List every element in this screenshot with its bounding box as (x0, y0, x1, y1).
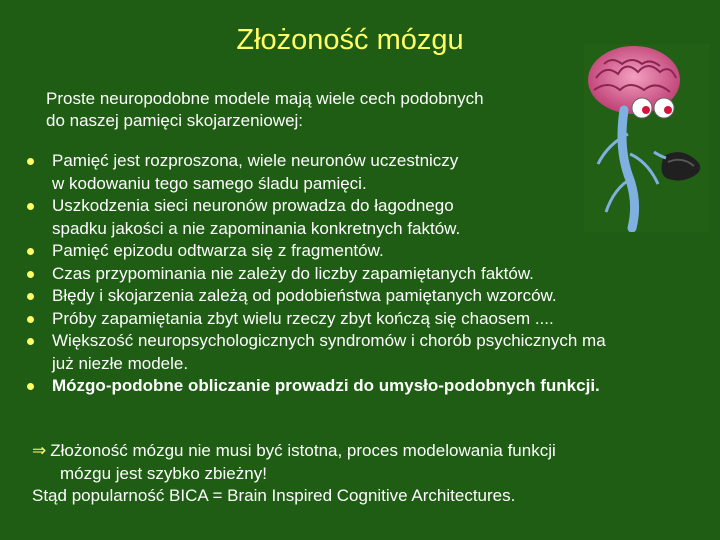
list-item (24, 375, 714, 398)
bullet-line: spadku jakości a nie zapominania konkretnych faktów. (52, 218, 461, 238)
conclusion-line (32, 440, 692, 463)
list-item (24, 285, 714, 308)
bullet-icon (27, 338, 34, 345)
bullet-icon (27, 271, 34, 278)
bullet-icon (27, 293, 34, 300)
cartoon-brain-icon (584, 44, 710, 232)
list-item (24, 330, 714, 375)
bullet-line: Błędy i skojarzenia zależą od podobieństwa pamiętanych wzorców. (52, 286, 557, 305)
bullet-line: Uszkodzenia sieci neuronów prowadza do łagodnego (52, 196, 454, 215)
bullet-line: Próby zapamiętania zbyt wielu rzeczy zbyt kończą się chaosem .... (52, 308, 554, 328)
intro-line: do naszej pamięci skojarzeniowej: (46, 111, 304, 130)
bullet-icon (27, 158, 34, 165)
list-item (24, 240, 714, 263)
slide-title: Złożoność mózgu (236, 24, 464, 56)
list-item (24, 263, 714, 286)
list-item (24, 308, 714, 331)
bullet-line: Mózgo-podobne obliczanie prowadzi do umysło-podobnych funkcji. (52, 376, 600, 395)
conclusion-text (32, 440, 692, 508)
conclusion-line: Stąd popularność BICA = Brain Inspired Cognitive Architectures. (32, 486, 516, 505)
bullet-line: Większość neuropsychologicznych syndromów i chorób psychicznych ma (52, 331, 606, 350)
bullet-line: już niezłe modele. (52, 353, 189, 373)
bullet-line: w kodowaniu tego samego śladu pamięci. (52, 173, 367, 193)
bullet-line: Pamięć epizodu odtwarza się z fragmentów. (52, 241, 384, 260)
bullet-icon (27, 383, 34, 390)
bullet-line: Czas przypominania nie zależy do liczby zapamiętanych faktów. (52, 263, 534, 283)
bullet-icon (27, 316, 34, 323)
bullet-line: Pamięć jest rozproszona, wiele neuronów uczestniczy (52, 151, 459, 170)
intro-text (46, 88, 586, 132)
intro-line: Proste neuropodobne modele mają wiele cech podobnych (46, 89, 484, 108)
implies-arrow-icon: ⇒ (32, 441, 47, 460)
bullet-icon (27, 248, 34, 255)
conclusion-line: mózgu jest szybko zbieżny! (60, 463, 267, 483)
bullet-icon (27, 203, 34, 210)
conclusion-line-text: Złożoność mózgu nie musi być istotna, proces modelowania funkcji (50, 441, 556, 460)
